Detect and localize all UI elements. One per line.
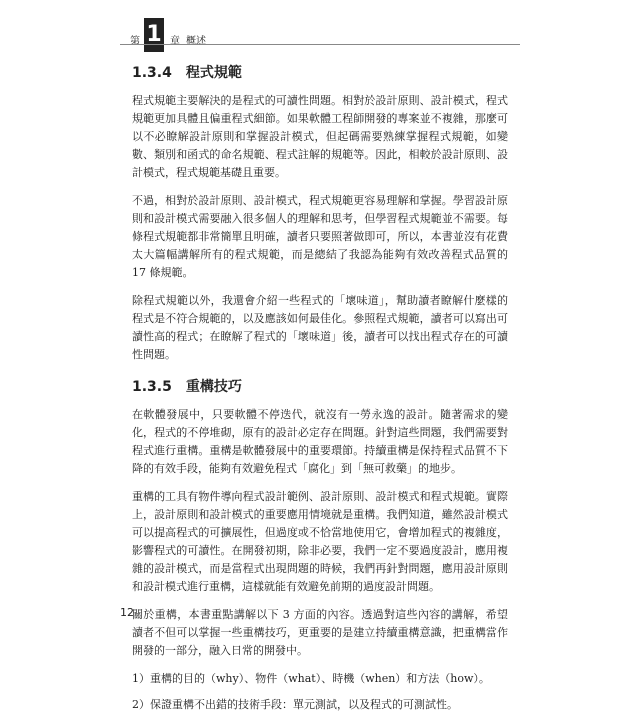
header-divider	[120, 44, 520, 45]
list-item: 2）保證重構不出錯的技術手段：單元測試，以及程式的可測試性。	[132, 698, 458, 711]
page-content	[132, 50, 508, 722]
paragraph: 在軟體發展中，只要軟體不停迭代，就沒有一勞永逸的設計。隨著需求的變化，程式的不停堆砌，原有的設計必定存在問題。針對這些問題，我們需要對程式進行重構。重構是軟體發展中的重要環節。持續重構是保持程式品質不下降的有效手段，能夠有效避免程式「腐化」到「無可救藥」的地步。	[132, 408, 508, 475]
section-heading-1-3-5	[132, 376, 508, 396]
paragraph: 程式規範主要解決的是程式的可讀性問題。相對於設計原則、設計模式，程式規範更加具體且偏重程式細節。如果軟體工程師開發的專案並不複雜，那麼可以不必瞭解設計原則和掌握設計模式，但起碼需要熟練掌握程式規範，如變數、類別和函式的命名規範、程式註解的規範等。因此，相較於設計原則、設計模式，程式規範基礎且重要。	[132, 94, 508, 179]
page-number: 12	[120, 606, 134, 619]
paragraph: 關於重構，本書重點講解以下 3 方面的內容。透過對這些內容的講解，希望讀者不但可以掌握一些重構技巧，更重要的是建立持續重構意識，把重構當作開發的一部分，融入日常的開發中。	[132, 608, 508, 657]
chapter-prefix: 第	[130, 36, 140, 47]
chapter-number-badge: 1	[144, 18, 164, 52]
chapter-suffix: 章	[170, 36, 180, 47]
section-number: 1.3.4	[132, 65, 172, 81]
paragraph: 不過，相對於設計原則、設計模式，程式規範更容易理解和掌握。學習設計原則和設計模式需要融入很多個人的理解和思考，但學習程式規範並不需要。每條程式規範都非常簡單且明確，讀者只要照著做即可，所以，本書並沒有花費太大篇幅講解所有的程式規範，而是總結了我認為能夠有效改善程式品質的 17 條規範。	[132, 194, 508, 279]
chapter-header	[120, 18, 520, 47]
section-title: 重構技巧	[185, 379, 242, 395]
section-number: 1.3.5	[132, 379, 172, 395]
chapter-title: 概述	[186, 36, 206, 47]
list-item: 1）重構的目的（why）、物件（what）、時機（when）和方法（how）。	[132, 672, 490, 685]
section-heading-1-3-4	[132, 62, 508, 82]
paragraph: 除程式規範以外，我還會介紹一些程式的「壞味道」，幫助讀者瞭解什麼樣的程式是不符合規範的，以及應該如何最佳化。參照程式規範，讀者可以寫出可讀性高的程式；在瞭解了程式的「壞味道」後，讀者可以找出程式存在的可讀性問題。	[132, 294, 508, 361]
paragraph: 重構的工具有物件導向程式設計範例、設計原則、設計模式和程式規範。實際上，設計原則和設計模式的重要應用情境就是重構。我們知道，雖然設計模式可以提高程式的可擴展性，但過度或不恰當地使用它，會增加程式的複雜度，影響程式的可讀性。在開發初期，除非必要，我們一定不要過度設計，應用複雜的設計模式，而是當程式出現問題的時候，我們再針對問題，應用設計原則和設計模式進行重構，這樣就能有效避免前期的過度設計問題。	[132, 490, 508, 593]
section-title: 程式規範	[185, 65, 242, 81]
